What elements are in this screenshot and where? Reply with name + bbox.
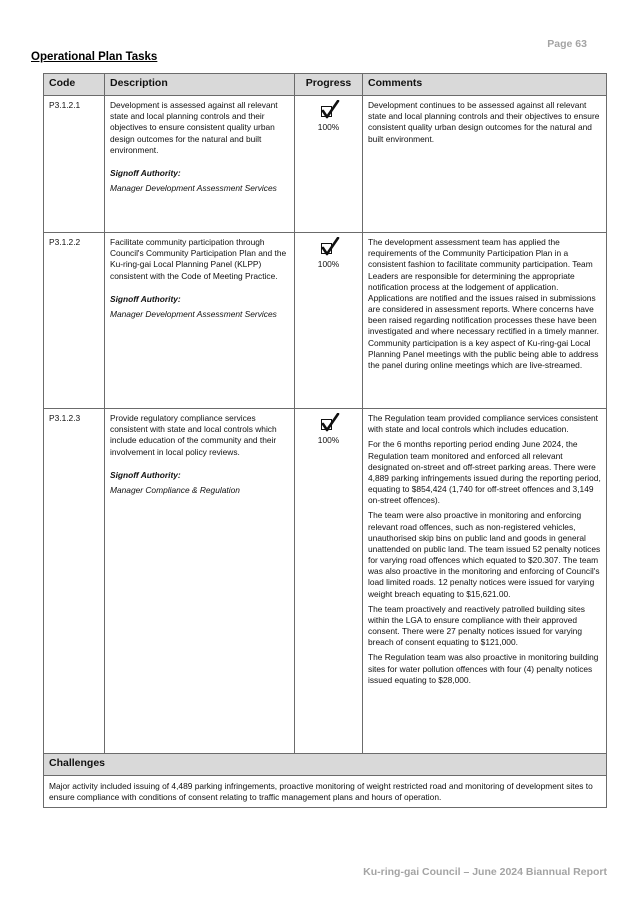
row-description [105,96,295,233]
row-code: P3.1.2.1 [44,96,105,233]
header-progress: Progress [295,74,363,96]
row-code: P3.1.2.3 [44,409,105,754]
operational-plan-table [43,73,607,808]
comment-paragraph: For the 6 months reporting period ending June 2024, the Regulation team monitored and enforced all relevant designated on-street and off-street parking areas. There were 4,889 parking infringements issued during the reporting period, equating to $854,424 (1,740 for off-street offences and 3,149 on-street offences). [368,439,601,506]
signoff-label: Signoff Authority: [110,293,181,304]
progress-percent: 100% [317,122,340,133]
signoff-name: Manager Development Assessment Services [110,308,277,319]
row-comments [363,233,607,409]
challenges-body-row [44,776,607,808]
signoff-name: Manager Compliance & Regulation [110,484,240,495]
row-comments [363,96,607,233]
checkbox-checked-icon [320,237,338,255]
challenges-header-row [44,754,607,776]
progress-percent: 100% [317,259,340,270]
description-text: Development is assessed against all relevant state and local planning controls and their objectives to ensure consistent quality urban design outcomes for the natural and built environment. [110,100,278,155]
comment-paragraph: The Regulation team was also proactive in monitoring building sites for water pollution offences with four (4) penalty notices issued equating to $28,000. [368,652,599,685]
comment-paragraph: The Regulation team provided compliance services consistent with state and local controls which includes education. [368,413,598,435]
row-code: P3.1.2.2 [44,233,105,409]
comment-paragraph: The team were also proactive in monitoring and enforcing relevant road offences, such as non-registered vehicles, unauthorised skip bins on public land and goods in general unattended on public land. The team issued 52 penalty notices for varying road offences which equated to $20.307. The team was also proactive in the monitoring and enforcing of Council's load limited roads. 12 penalty notices were issued for varying weight breach equating to $15,621.00. [368,510,601,599]
challenges-text: Major activity included issuing of 4,489 parking infringements, proactive monitoring of weight restricted road and monitoring of development sites to ensure compliance with conditions of consent relating to traffic management plans and hours of operation. [44,776,607,808]
page-number: Page 63 [547,38,587,50]
table-row [44,409,607,754]
comment-paragraph: Development continues to be assessed against all relevant state and local planning controls and their objectives to ensure consistent quality urban design outcomes for the natural and built environment. [368,100,600,144]
row-description [105,233,295,409]
row-progress [295,233,363,409]
header-code: Code [44,74,105,96]
row-progress [295,409,363,754]
footer-report-title: Ku-ring-gai Council – June 2024 Biannual Report [363,866,607,878]
comment-paragraph: The team proactively and reactively patrolled building sites within the LGA to ensure compliance with their approved consent. There were 27 penalty notices issued for varying breach of consent equating to $121,000. [368,603,585,648]
description-text: Facilitate community participation through Council's Community Participation Plan and the Ku-ring-gai Local Planning Panel (KLPP) consistent with the Code of Meeting Practice. [110,237,287,281]
signoff-label: Signoff Authority: [110,469,181,480]
progress-percent: 100% [317,435,340,446]
checkbox-checked-icon [320,413,338,431]
row-comments [363,409,607,754]
description-text: Provide regulatory compliance services consistent with state and local controls which include education of the community and their involvement in local policy reviews. [110,413,277,457]
row-progress [295,96,363,233]
row-description [105,409,295,754]
checkbox-checked-icon [320,100,338,118]
challenges-heading: Challenges [44,754,607,776]
table-header-row [44,74,607,96]
table-row [44,233,607,409]
table-row [44,96,607,233]
header-description: Description [105,74,295,96]
comment-paragraph: The development assessment team has applied the requirements of the Community Participation Plan in a consistent fashion to facilitate community participation. Team Leaders are responsible for determining the appropriate notification process at the lodgement of application. Applications are notified and the issues raised in submissions are considered in assessment reports. Where concerns have been raised regarding notification processes these have been investigated and where necessary rectified in a timely manner. Community participation is a key aspect of Ku-ring-gai Local Planning Panel meetings with the public being able to address the panel during online meetings which are live-streamed. [368,237,599,370]
signoff-label: Signoff Authority: [110,167,181,178]
signoff-name: Manager Development Assessment Services [110,183,277,194]
header-comments: Comments [363,74,607,96]
section-title: Operational Plan Tasks [31,51,158,63]
